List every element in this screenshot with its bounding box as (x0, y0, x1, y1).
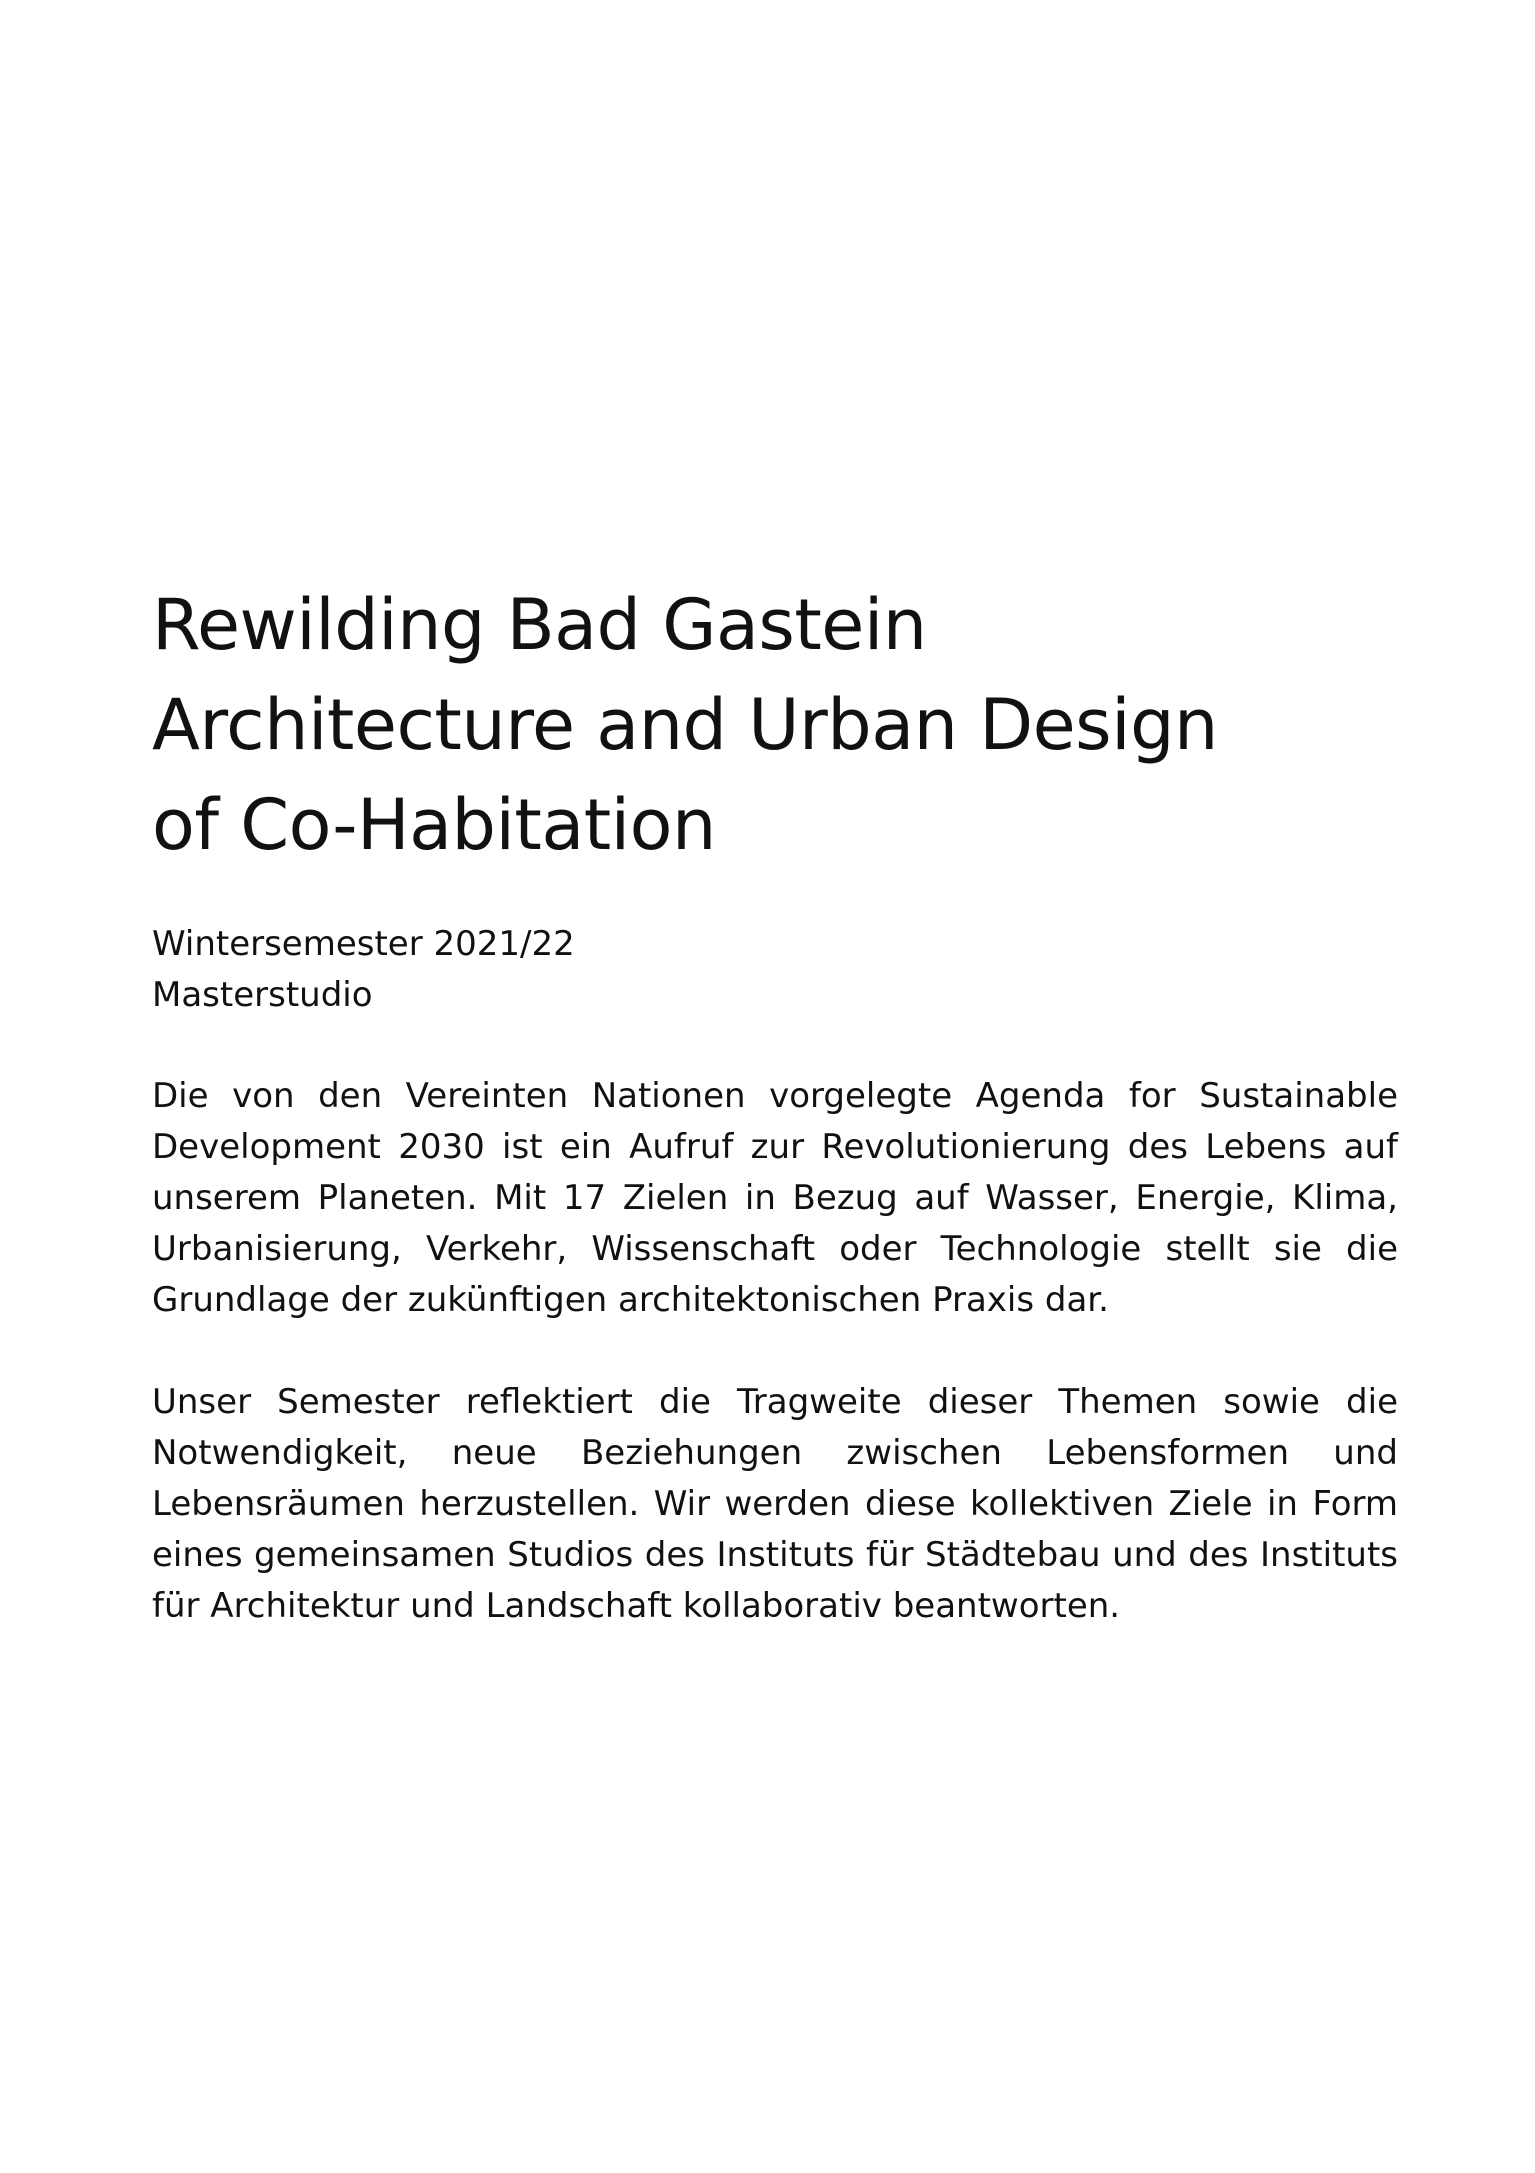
semester-label: Wintersemester 2021/22 (152, 924, 575, 964)
semester-paragraph: Unser Semester reflektiert die Tragweite dieser Themen sowie die Notwendigkeit, neue Beziehungen zwischen Lebensformen und Lebensräumen herzustellen. Wir werden diese kollektiven Ziele in Form eines gemeinsamen Studios des Instituts für Städtebau und des Instituts für Architektur und Landschaft kollaborativ beantworten. (152, 1382, 1398, 1626)
course-meta (152, 919, 1398, 1021)
title-line-3: of Co-Habitation (152, 784, 716, 866)
title-line-2: Architecture and Urban Design (152, 684, 1218, 766)
document-title (152, 575, 1398, 875)
page-content (152, 575, 1398, 1632)
intro-paragraph: Die von den Vereinten Nationen vorgelegte Agenda for Sustainable Development 2030 ist ein Aufruf zur Revolutionierung des Lebens auf unserem Planeten. Mit 17 Zielen in Bezug auf Wasser, Energie, Klima, Urbanisierung, Verkehr, Wissenschaft oder Technologie stellt sie die Grundlage der zukünftigen architektonischen Praxis dar. (152, 1076, 1398, 1320)
studio-label: Masterstudio (152, 975, 373, 1015)
title-line-1: Rewilding Bad Gastein (152, 584, 927, 666)
